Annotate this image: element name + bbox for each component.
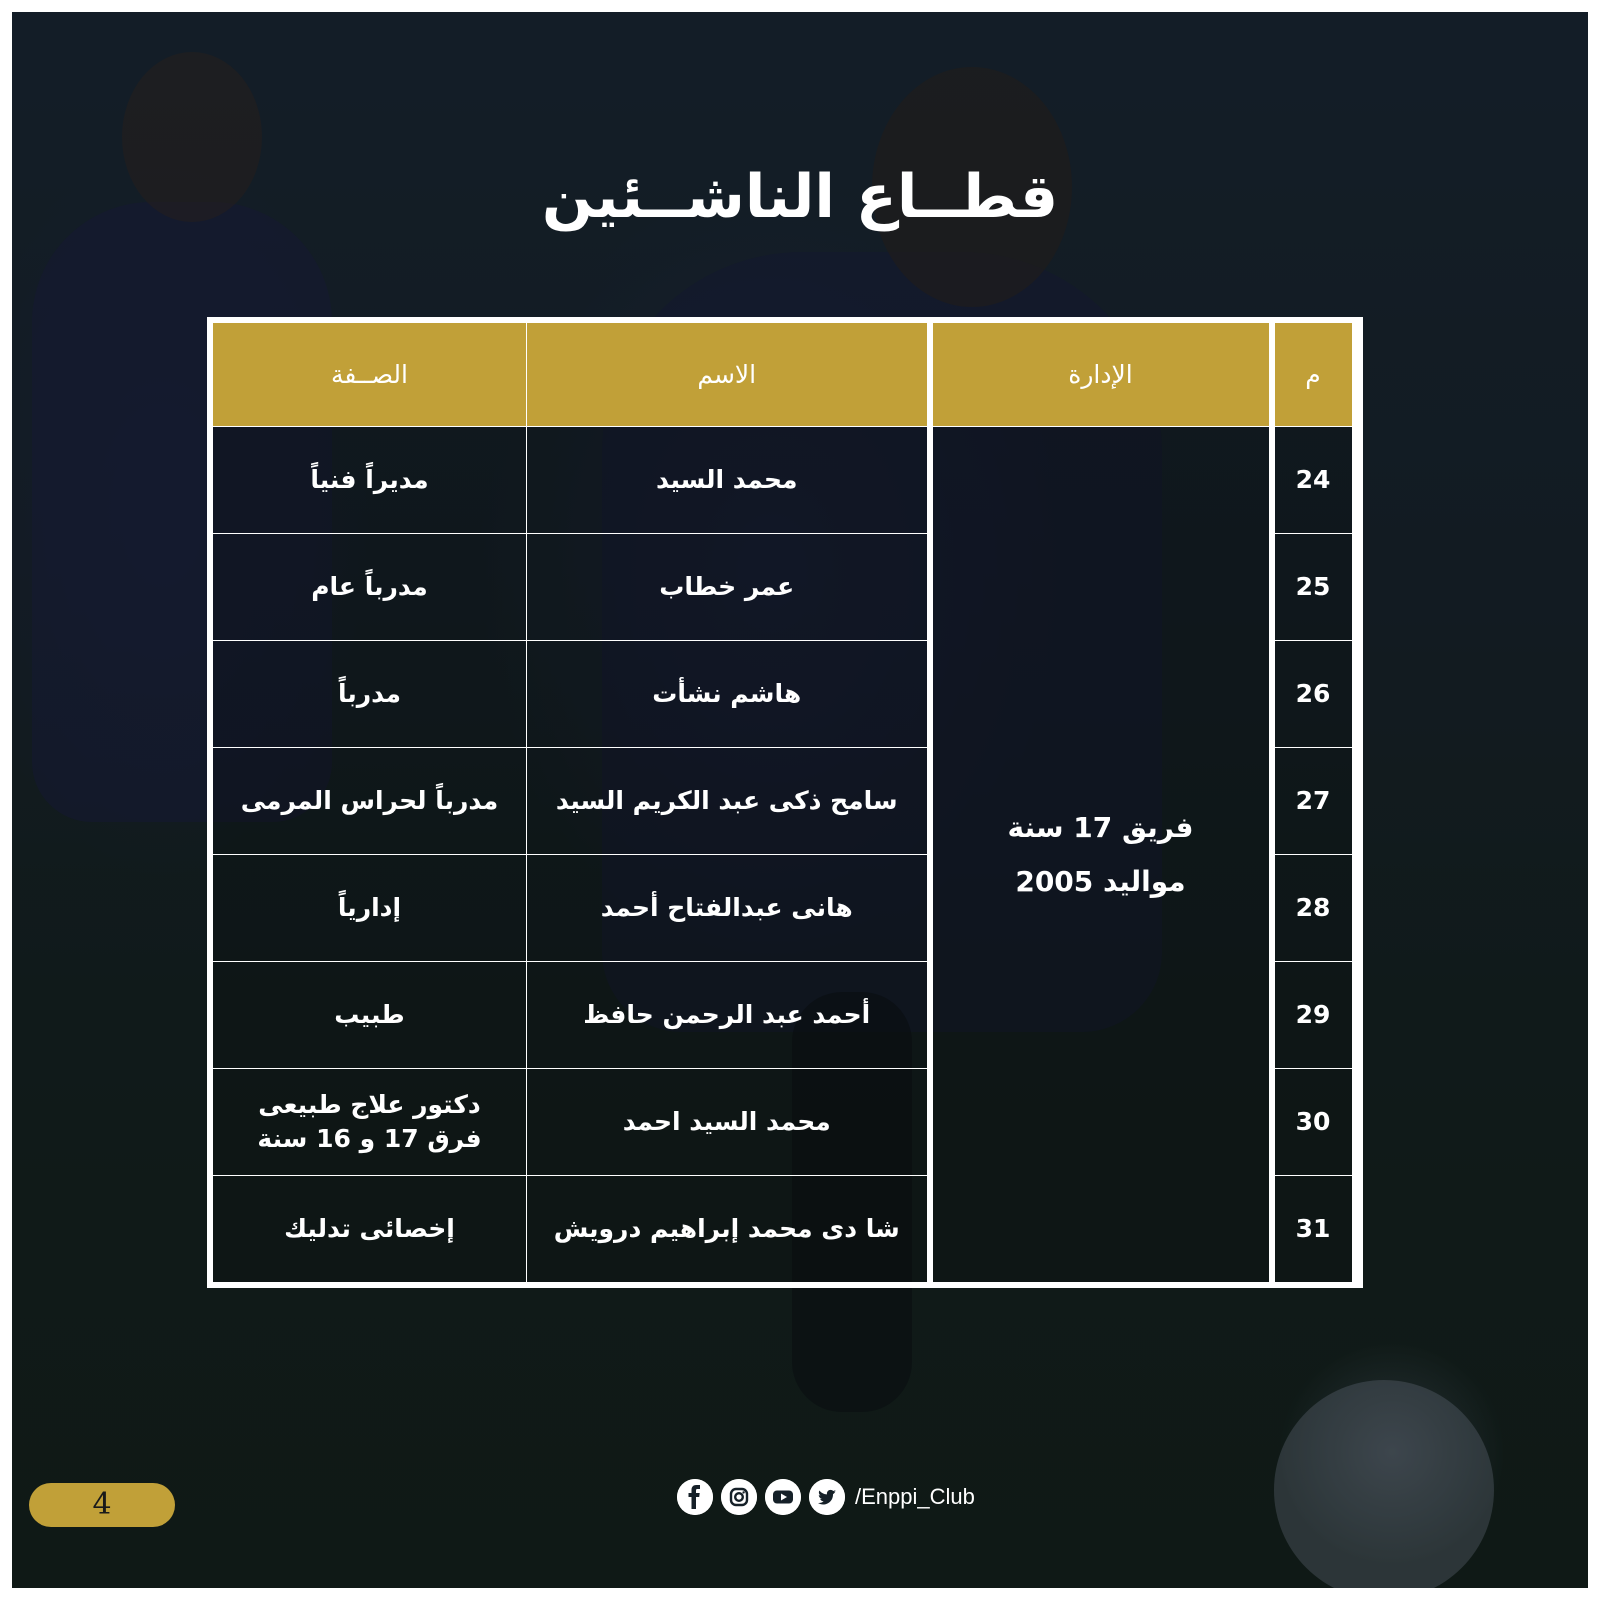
twitter-icon[interactable] [809, 1479, 845, 1515]
page-number-badge: 4 [29, 1483, 175, 1527]
row-role: مديراً فنياً [213, 427, 527, 534]
row-num: 30 [1272, 1069, 1355, 1176]
department-label: فريق 17 سنة مواليد 2005 [1007, 811, 1194, 898]
row-num: 27 [1272, 748, 1355, 855]
table-header-row [213, 323, 1355, 427]
row-role: مدرباً لحراس المرمى [213, 748, 527, 855]
row-role [213, 1069, 527, 1176]
row-role: مدرباً عام [213, 534, 527, 641]
row-num: 31 [1272, 1176, 1355, 1283]
row-role: مدرباً [213, 641, 527, 748]
row-name: عمر خطاب [527, 534, 930, 641]
row-name: سامح ذكى عبد الكريم السيد [527, 748, 930, 855]
instagram-icon[interactable] [721, 1479, 757, 1515]
row-role: إدارياً [213, 855, 527, 962]
header-role: الصــفة [213, 323, 527, 427]
row-name: هانى عبدالفتاح أحمد [527, 855, 930, 962]
facebook-icon[interactable] [677, 1479, 713, 1515]
social-links [677, 1477, 975, 1517]
youtube-icon[interactable] [765, 1479, 801, 1515]
row-name: هاشم نشأت [527, 641, 930, 748]
row-num: 24 [1272, 427, 1355, 534]
row-num: 25 [1272, 534, 1355, 641]
row-name: محمد السيد احمد [527, 1069, 930, 1176]
header-name: الاسم [527, 323, 930, 427]
social-handle[interactable]: /Enppi_Club [855, 1484, 975, 1509]
staff-table [207, 317, 1363, 1288]
row-role-text: دكتور علاج طبيعى فرق 17 و 16 سنة [257, 1090, 482, 1153]
row-num: 26 [1272, 641, 1355, 748]
page-background [12, 12, 1588, 1588]
header-num: م [1272, 323, 1355, 427]
row-name: أحمد عبد الرحمن حافظ [527, 962, 930, 1069]
table-row [213, 427, 1355, 534]
row-num: 29 [1272, 962, 1355, 1069]
row-name: محمد السيد [527, 427, 930, 534]
row-name: شا دى محمد إبراهيم درويش [527, 1176, 930, 1283]
row-role: إخصائى تدليك [213, 1176, 527, 1283]
row-role: طبيب [213, 962, 527, 1069]
header-department: الإدارة [930, 323, 1272, 427]
department-cell [930, 427, 1272, 1283]
page-title: قطــاع الناشــئين [541, 162, 1059, 232]
row-num: 28 [1272, 855, 1355, 962]
